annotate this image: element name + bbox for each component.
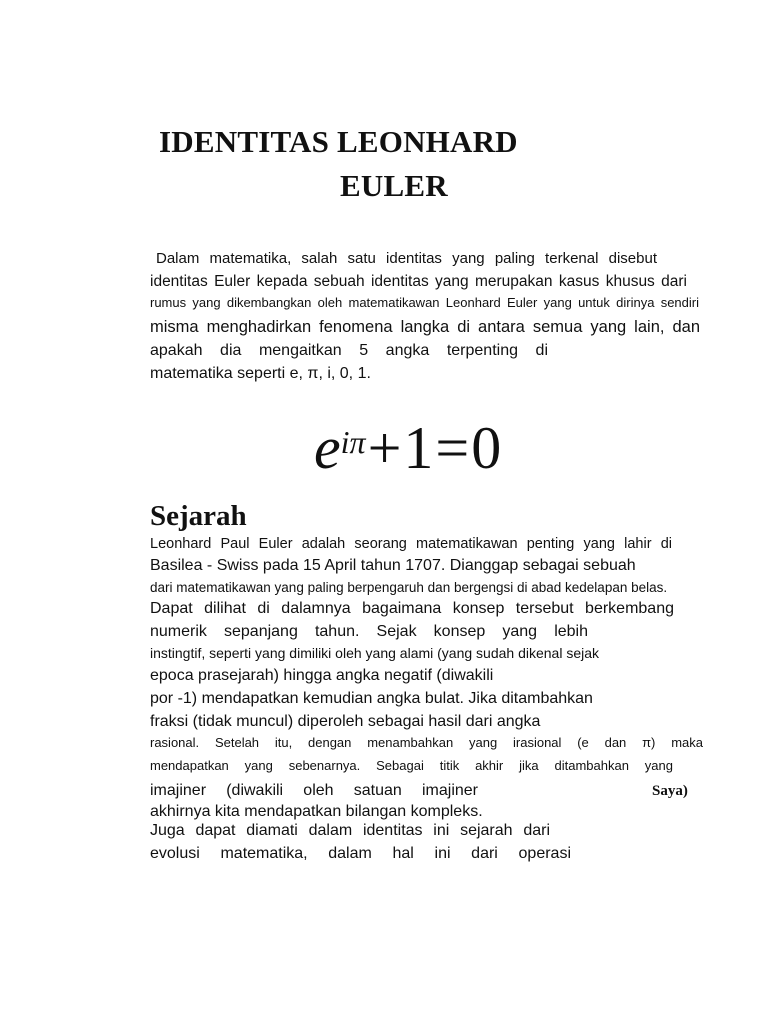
- history-line-5: numerik sepanjang tahun. Sejak konsep yang lebih: [150, 623, 588, 640]
- intro-line-2: identitas Euler kepada sebuah identitas yang merupakan kasus khusus dari: [150, 273, 687, 290]
- euler-identity-formula: [314, 415, 502, 481]
- formula-zero: 0: [471, 415, 502, 481]
- formula-base: e: [314, 415, 341, 481]
- history-line-3: dari matematikawan yang paling berpengaruh dan bergengsi di abad kedelapan belas.: [150, 580, 668, 595]
- intro-line-6: matematika seperti e, π, i, 0, 1.: [150, 365, 371, 382]
- history-line-4: Dapat dilihat di dalamnya bagaimana konsep tersebut berkembang: [150, 600, 674, 617]
- intro-line-3: rumus yang dikembangkan oleh matematikawan Leonhard Euler yang untuk dirinya sendiri: [150, 295, 699, 310]
- intro-line-4: misma menghadirkan fenomena langka di antara semua yang lain, dan: [150, 318, 700, 336]
- intro-line-1: Dalam matematika, salah satu identitas yang paling terkenal disebut: [156, 250, 657, 267]
- history-line-2: Basilea - Swiss pada 15 April tahun 1707. Dianggap sebagai sebuah: [150, 557, 636, 574]
- history-line-10: rasional. Setelah itu, dengan menambahkan yang irasional (e dan π) maka: [150, 735, 703, 750]
- history-line-11: mendapatkan yang sebenarnya. Sebagai titik akhir jika ditambahkan yang: [150, 758, 673, 773]
- history-line-12: imajiner (diwakili oleh satuan imajiner: [150, 782, 478, 799]
- history-line-14: Juga dapat diamati dalam identitas ini sejarah dari: [150, 822, 550, 839]
- history-line-13: akhirnya kita mendapatkan bilangan kompleks.: [150, 803, 483, 820]
- intro-line-5: apakah dia mengaitkan 5 angka terpenting di: [150, 342, 548, 359]
- history-note-saya: Saya): [652, 783, 688, 799]
- history-line-9: fraksi (tidak muncul) diperoleh sebagai hasil dari angka: [150, 713, 541, 730]
- history-line-8: por -1) mendapatkan kemudian angka bulat. Jika ditambahkan: [150, 690, 593, 707]
- formula-one: 1: [403, 415, 434, 481]
- section-heading-sejarah: Sejarah: [150, 500, 247, 532]
- history-line-7: epoca prasejarah) hingga angka negatif (diwakili: [150, 667, 494, 684]
- formula-plus: +: [367, 415, 402, 481]
- history-line-1: Leonhard Paul Euler adalah seorang matematikawan penting yang lahir di: [150, 536, 672, 552]
- formula-equals: =: [435, 415, 470, 481]
- history-line-6: instingtif, seperti yang dimiliki oleh yang alami (yang sudah dikenal sejak: [150, 645, 600, 661]
- document-title-line-2: EULER: [340, 168, 448, 203]
- formula-exponent: iπ: [340, 424, 366, 460]
- history-line-15: evolusi matematika, dalam hal ini dari operasi: [150, 845, 571, 862]
- document-title-line-1: IDENTITAS LEONHARD: [159, 124, 518, 159]
